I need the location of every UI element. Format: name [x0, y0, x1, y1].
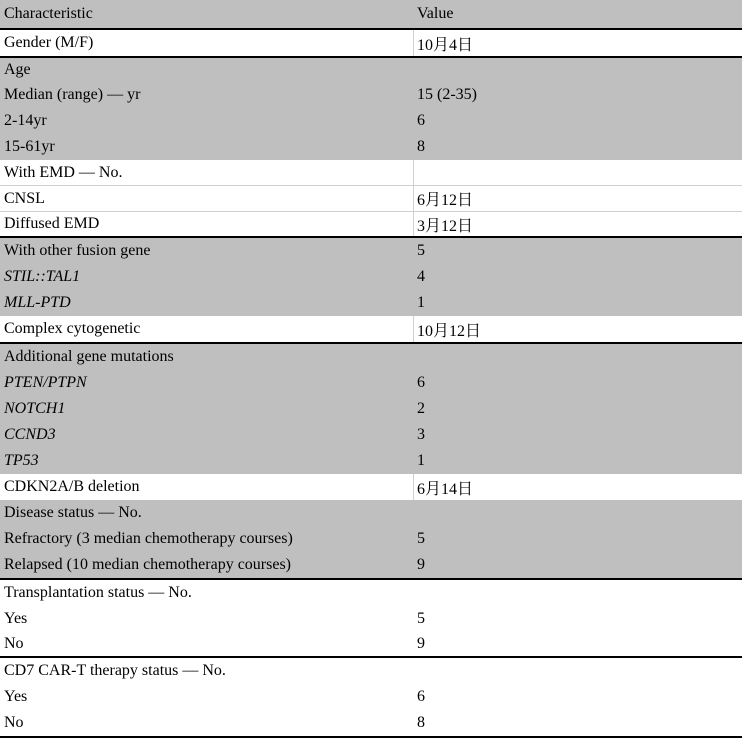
row-value: 9	[417, 556, 425, 573]
row-label: 2-14yr	[4, 112, 47, 129]
table-row	[0, 316, 742, 342]
row-label: Diffused EMD	[4, 215, 100, 232]
row-label: Yes	[4, 610, 28, 627]
row-value	[417, 160, 737, 186]
row-value: 6	[417, 112, 425, 129]
row-label: Disease status — No.	[4, 504, 142, 521]
row-label: Additional gene mutations	[4, 348, 174, 365]
row-value: 3	[417, 426, 425, 443]
table-row	[0, 238, 742, 264]
row-value: 6月12日	[417, 192, 474, 209]
row-label: Median (range) — yr	[4, 86, 141, 103]
table-row	[0, 344, 742, 370]
row-label: TP53	[4, 452, 39, 469]
row-label: CNSL	[4, 189, 45, 207]
row-label: No	[4, 635, 24, 652]
table-row	[0, 710, 742, 736]
table-row	[0, 186, 742, 211]
row-value	[417, 580, 737, 606]
column-divider	[413, 212, 414, 236]
row-value: 4	[417, 268, 425, 285]
column-divider	[413, 186, 414, 211]
row-label: MLL-PTD	[4, 294, 71, 311]
row-value: 2	[417, 400, 425, 417]
table-row	[0, 290, 742, 316]
row-value	[417, 344, 737, 370]
table-row	[0, 526, 742, 552]
row-value: 6月14日	[417, 480, 474, 498]
row-label: Age	[4, 61, 31, 78]
column-divider	[413, 474, 414, 500]
table-row	[0, 684, 742, 710]
row-value: 1	[417, 294, 425, 311]
row-label: Transplantation status — No.	[4, 584, 192, 601]
row-label: CCND3	[4, 426, 56, 443]
table-row	[0, 606, 742, 632]
table-row	[0, 58, 742, 82]
row-label: Refractory (3 median chemotherapy courses)	[4, 530, 293, 547]
column-divider	[413, 316, 414, 342]
row-label: 15-61yr	[4, 138, 55, 155]
row-value: 3月12日	[417, 217, 474, 235]
table-row	[0, 134, 742, 160]
table-row	[0, 632, 742, 656]
row-value	[417, 58, 737, 82]
divider	[0, 736, 742, 738]
table-row	[0, 474, 742, 500]
row-label: With other fusion gene	[4, 242, 151, 259]
row-value: 15 (2-35)	[417, 86, 477, 103]
row-label: With EMD — No.	[4, 164, 123, 181]
row-label: CD7 CAR-T therapy status — No.	[4, 662, 226, 679]
table-row	[0, 422, 742, 448]
column-divider	[413, 160, 414, 186]
row-label: Yes	[4, 688, 28, 705]
header-characteristic: Characteristic	[4, 5, 93, 22]
row-value: 10月4日	[417, 36, 474, 54]
table-row	[0, 82, 742, 108]
row-value: 1	[417, 452, 425, 469]
table-row	[0, 658, 742, 684]
table-row	[0, 30, 742, 56]
row-label: Relapsed (10 median chemotherapy courses)	[4, 556, 292, 573]
row-label: Complex cytogenetic	[4, 320, 141, 337]
row-value	[417, 500, 737, 526]
row-label: Gender (M/F)	[4, 34, 94, 51]
row-label: CDKN2A/B deletion	[4, 478, 140, 495]
table-row	[0, 160, 742, 186]
row-value: 9	[417, 635, 425, 652]
table-row	[0, 108, 742, 134]
row-value: 10月12日	[417, 322, 482, 340]
table-header	[0, 0, 742, 28]
table-row	[0, 552, 742, 578]
table-row	[0, 580, 742, 606]
table-row	[0, 396, 742, 422]
table-row	[0, 500, 742, 526]
table-row	[0, 264, 742, 290]
table-row	[0, 212, 742, 236]
row-value	[417, 658, 737, 684]
row-value: 5	[417, 610, 425, 627]
row-value: 5	[417, 242, 425, 259]
row-label: STIL::TAL1	[4, 268, 81, 285]
row-value: 8	[417, 138, 425, 155]
row-label: NOTCH1	[4, 400, 66, 417]
row-value: 6	[417, 688, 425, 705]
row-value: 8	[417, 714, 425, 731]
row-value: 5	[417, 530, 425, 547]
row-label: No	[4, 714, 24, 731]
table-row	[0, 370, 742, 396]
row-value: 6	[417, 374, 425, 391]
table-row	[0, 448, 742, 474]
row-label: PTEN/PTPN	[4, 374, 87, 391]
header-value: Value	[417, 5, 454, 22]
column-divider	[413, 30, 414, 56]
